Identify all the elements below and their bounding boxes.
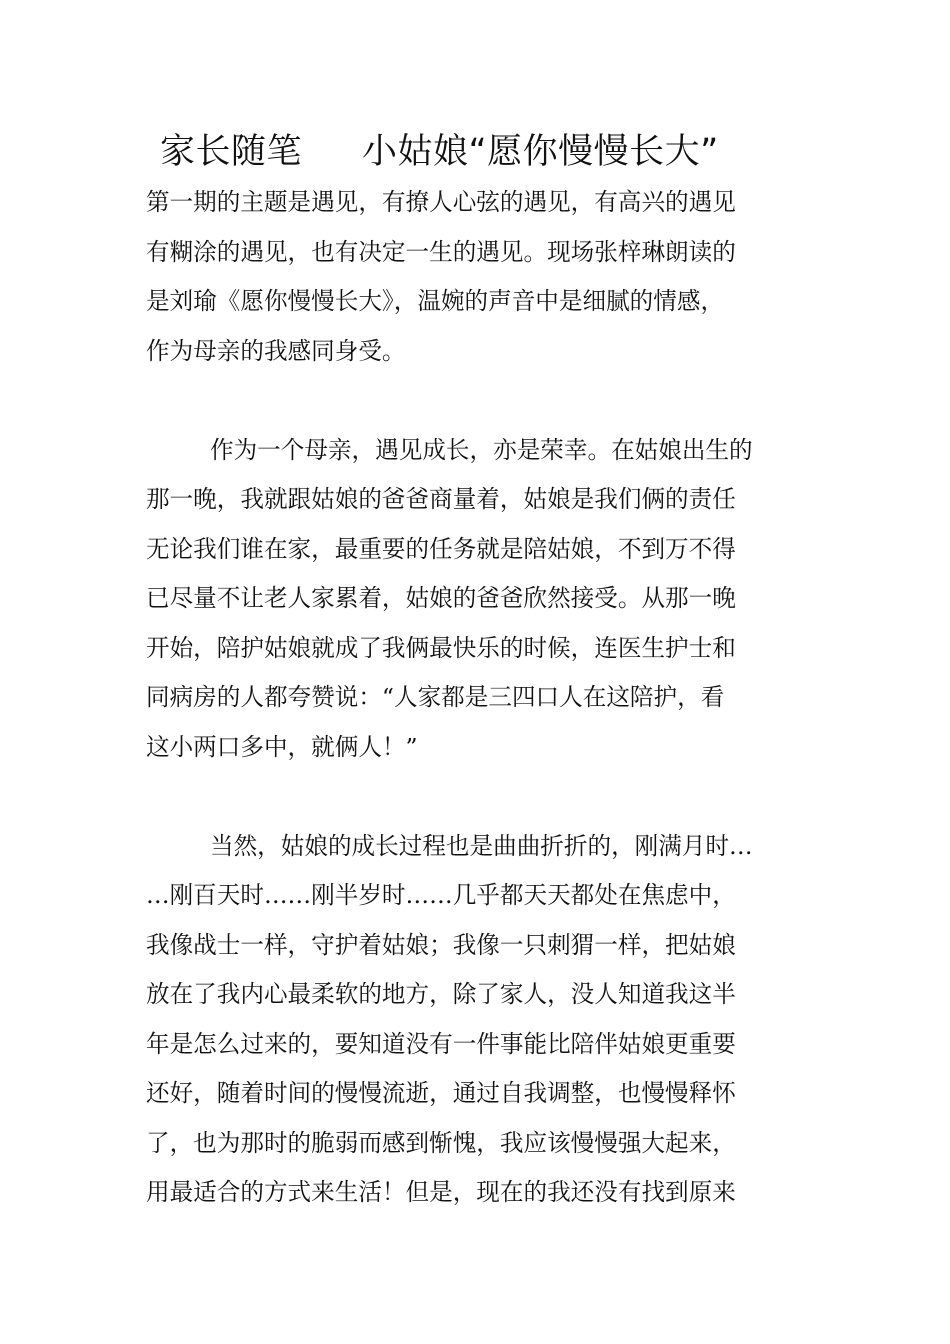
paragraph-line: 开始，陪护姑娘就成了我俩最快乐的时候，连医生护士和 bbox=[146, 633, 736, 662]
paragraph-line: 我像战士一样，守护着姑娘；我像一只刺猬一样，把姑娘 bbox=[146, 930, 736, 959]
paragraph-2 bbox=[146, 426, 808, 773]
paragraph-line: 有糊涂的遇见，也有决定一生的遇见。现场张梓琳朗读的 bbox=[146, 237, 736, 266]
document-title bbox=[160, 126, 840, 178]
paragraph-spacer bbox=[146, 376, 808, 426]
paragraph-line: 无论我们谁在家，最重要的任务就是陪姑娘，不到万不得 bbox=[146, 534, 736, 563]
paragraph-line: 了，也为那时的脆弱而感到惭愧，我应该慢慢强大起来， bbox=[146, 1128, 736, 1157]
paragraph-line: 已尽量不让老人家累着，姑娘的爸爸欣然接受。从那一晚 bbox=[146, 584, 736, 612]
paragraph-3 bbox=[146, 822, 808, 1218]
paragraph-line: 当然，姑娘的成长过程也是曲曲折折的，刚满月时… bbox=[210, 831, 753, 860]
paragraph-line: 年是怎么过来的，要知道没有一件事能比陪伴姑娘更重要 bbox=[146, 1029, 736, 1058]
paragraph-line: 放在了我内心最柔软的地方，除了家人，没人知道我这半 bbox=[146, 980, 736, 1008]
paragraph-line: 作为一个母亲，遇见成长，亦是荣幸。在姑娘出生的 bbox=[210, 435, 753, 464]
paragraph-line: 这小两口多中，就俩人！” bbox=[146, 732, 418, 761]
paragraph-1 bbox=[146, 178, 808, 376]
paragraph-spacer bbox=[146, 772, 808, 822]
paragraph-line: 用最适合的方式来生活！但是，现在的我还没有找到原来 bbox=[146, 1178, 736, 1206]
paragraph-line: 作为母亲的我感同身受。 bbox=[146, 336, 406, 365]
paragraph-line: …刚百天时……刚半岁时……几乎都天天都处在焦虑中， bbox=[146, 881, 736, 909]
paragraph-line: 第一期的主题是遇见，有撩人心弦的遇见，有高兴的遇见 bbox=[146, 188, 736, 216]
title-right: 小姑娘“愿你慢慢长大” bbox=[362, 132, 719, 172]
paragraph-line: 是刘瑜《愿你慢慢长大》，温婉的声音中是细腻的情感， bbox=[146, 287, 725, 315]
title-left: 家长随笔 bbox=[160, 132, 303, 172]
paragraph-line: 同病房的人都夸赞说：“人家都是三四口人在这陪护，看 bbox=[146, 683, 725, 711]
paragraph-line: 还好，随着时间的慢慢流逝，通过自我调整，也慢慢释怀 bbox=[146, 1079, 736, 1107]
document-body bbox=[146, 178, 808, 1218]
paragraph-line: 那一晚，我就跟姑娘的爸爸商量着，姑娘是我们俩的责任 bbox=[146, 485, 736, 513]
